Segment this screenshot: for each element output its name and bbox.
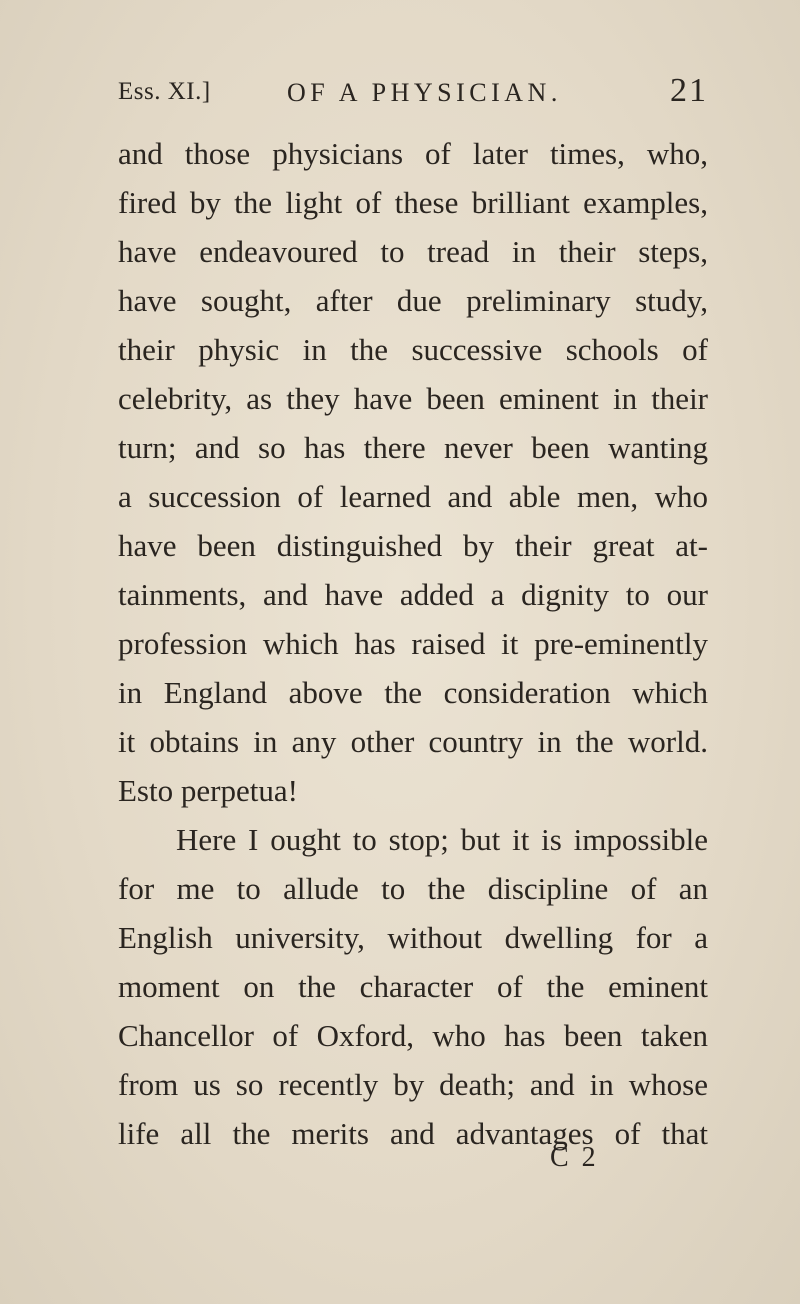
text-line: Esto perpetua! bbox=[118, 773, 298, 808]
running-header-title: OF A PHYSICIAN. bbox=[287, 78, 562, 107]
paragraph-start-line: Here I ought to stop; but it is impossible bbox=[176, 822, 708, 857]
text-line: have sought, after due preliminary study, bbox=[118, 283, 708, 318]
text-line: English university, without dwelling for a bbox=[118, 920, 708, 955]
text-line: Chancellor of Oxford, who has been taken bbox=[118, 1018, 708, 1053]
text-line: profession which has raised it pre-eminently bbox=[118, 626, 708, 661]
text-line: their physic in the successive schools of bbox=[118, 332, 708, 367]
text-line: have endeavoured to tread in their steps, bbox=[118, 234, 708, 269]
text-line: it obtains in any other country in the world. bbox=[118, 724, 708, 759]
text-line: tainments, and have added a dignity to our bbox=[118, 577, 708, 612]
text-line: life all the merits and advantages of that bbox=[118, 1116, 708, 1151]
running-header bbox=[118, 72, 708, 109]
text-line: celebrity, as they have been eminent in their bbox=[118, 381, 708, 416]
text-line: a succession of learned and able men, who bbox=[118, 479, 708, 514]
text-line: in England above the consideration which bbox=[118, 675, 708, 710]
text-line: fired by the light of these brilliant examples, bbox=[118, 185, 708, 220]
running-header-section: Ess. XI.] bbox=[118, 78, 211, 105]
text-line: from us so recently by death; and in whose bbox=[118, 1067, 708, 1102]
text-line: moment on the character of the eminent bbox=[118, 969, 708, 1004]
text-line: have been distinguished by their great at- bbox=[118, 528, 708, 563]
signature-mark: C 2 bbox=[550, 1142, 599, 1173]
text-line: and those physicians of later times, who, bbox=[118, 136, 708, 171]
text-line: turn; and so has there never been wanting bbox=[118, 430, 708, 465]
page-number: 21 bbox=[670, 72, 708, 109]
text-line: for me to allude to the discipline of an bbox=[118, 871, 708, 906]
